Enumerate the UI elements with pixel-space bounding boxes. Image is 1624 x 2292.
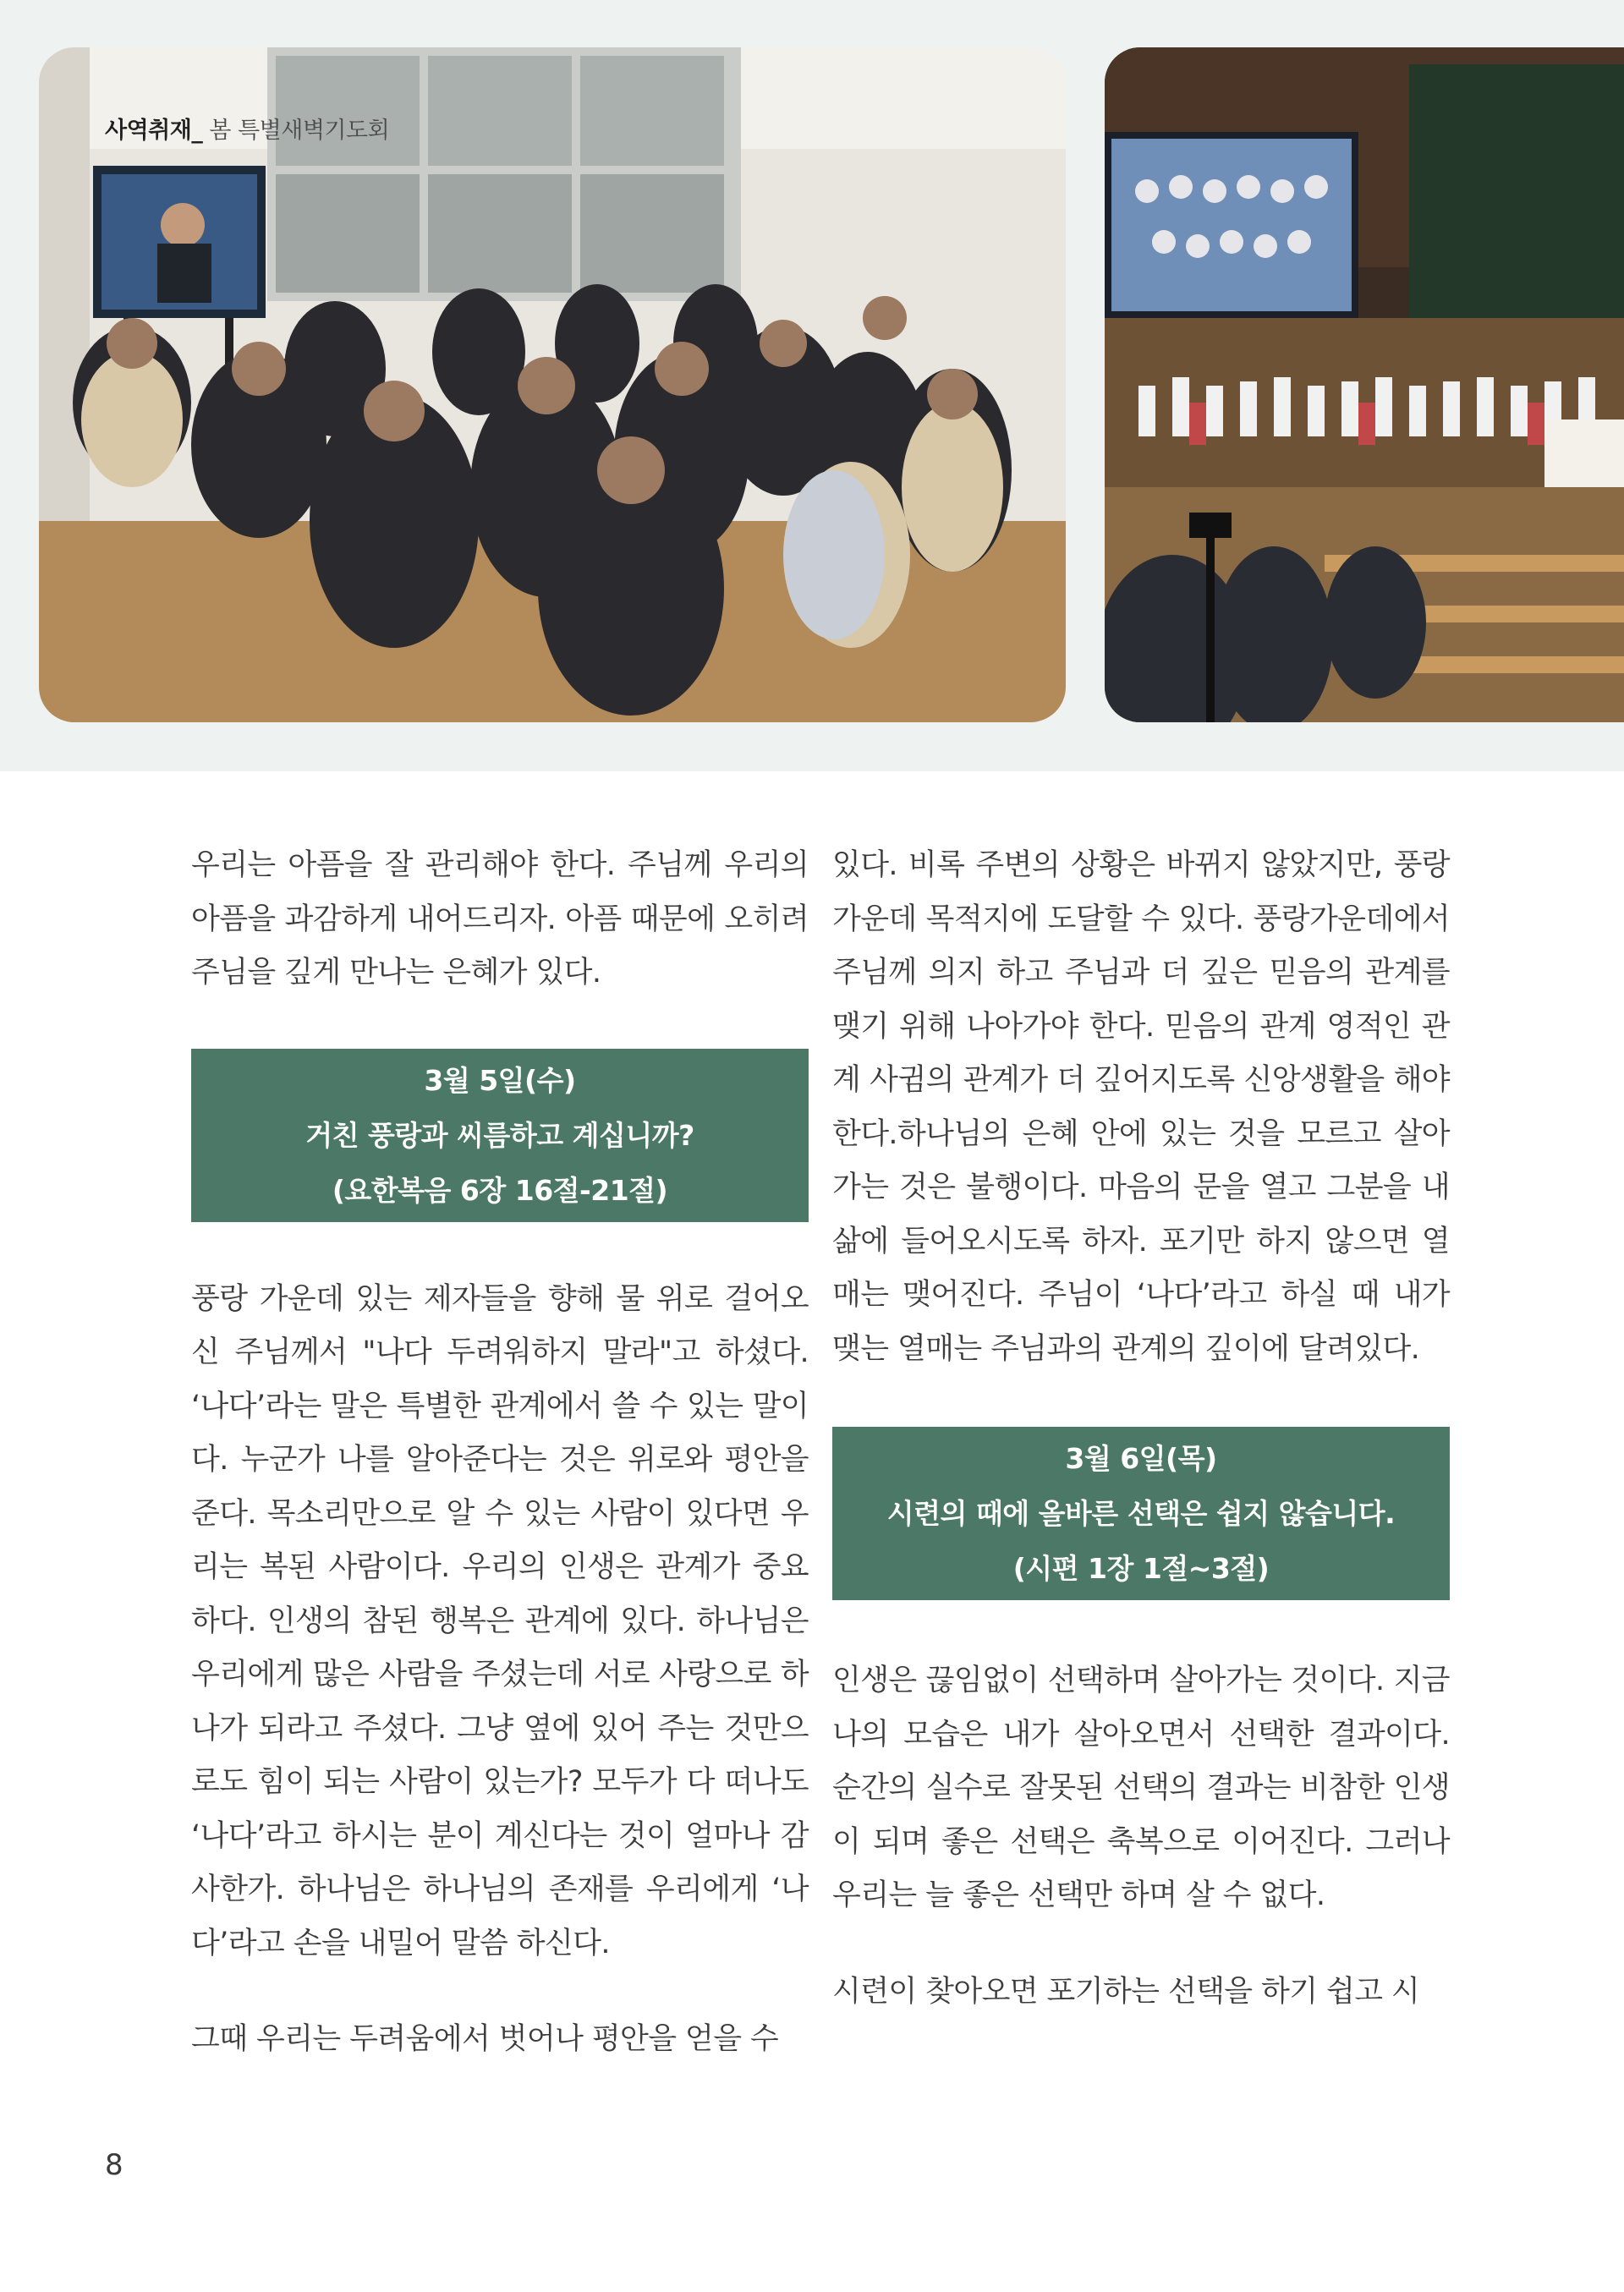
heading-box-march-5 — [191, 1049, 809, 1222]
caption-event: 봄 특별새벽기도회 — [202, 118, 390, 144]
heading-box-march-6 — [832, 1427, 1450, 1600]
caption-section: 사역취재_ — [105, 118, 203, 144]
heading-verse: (요한복음 6장 16절-21절) — [332, 1173, 668, 1207]
heading-verse: (시편 1장 1절~3절) — [1012, 1552, 1270, 1585]
heading-date: 3월 6일(목) — [1065, 1442, 1217, 1475]
heading-title: 시련의 때에 올바른 선택은 쉽지 않습니다. — [886, 1497, 1396, 1530]
left-paragraph-3: 그때 우리는 두려움에서 벗어나 평안을 얻을 수 — [191, 2022, 779, 2056]
right-paragraph-2: 인생은 끊임없이 선택하며 살아가는 것이다. 지금 나의 모습은 내가 살아오면서 선택한 결과이다. 순간의 실수로 잘못된 선택의 결과는 비참한 인생이 되며 좋은 선택은 축복으로 이어진다. 그러나 우리는 늘 좋은 선택만 하며 살 수 없다. — [832, 1664, 1450, 1912]
page-number: 8 — [105, 2148, 123, 2182]
prayer-meeting-photo — [39, 47, 1066, 722]
photo-caption — [105, 112, 389, 145]
left-column — [191, 839, 809, 2067]
left-paragraph-2: 풍랑 가운데 있는 제자들을 향해 물 위로 걸어오신 주님께서 "나다 두려워하지 말라"고 하셨다. ‘나다’라는 말은 특별한 관계에서 쓸 수 있는 말이다. 누군가 나를 알아준다는 것은 위로와 평안을 준다. 목소리만으로 알 수 있는 사람이 있다면 우리는 복된 사람이다. 우리의 인생은 관계가 중요하다. 인생의 참된 행복은 관계에 있다. 하나님은 우리에게 많은 사람을 주셨는데 서로 사랑으로 하나가 되라고 주셨다. 그냥 옆에 있어 주는 것만으로도 힘이 되는 사람이 있는가? 모두가 다 떠나도 ‘나다’라고 하시는 분이 계신다는 것이 얼마나 감사한가. 하나님은 하나님의 존재를 우리에게 ‘나다’라고 손을 내밀어 말씀 하신다. — [191, 1281, 809, 1960]
right-paragraph-1: 있다. 비록 주변의 상황은 바뀌지 않았지만, 풍랑 가운데 목적지에 도달할 수 있다. 풍랑가운데에서 주님께 의지 하고 주님과 더 깊은 믿음의 관계를 맺기 위해 나아가야 한다. 믿음의 관계 영적인 관계 사귐의 관계가 더 깊어지도록 신앙생활을 해야 한다.하나님의 은혜 안에 있는 것을 모르고 살아가는 것은 불행이다. 마음의 문을 열고 그분을 내 삶에 들어오시도록 하자. 포기만 하지 않으면 열매는 맺어진다. 주님이 ‘나다’라고 하실 때 내가 맺는 열매는 주님과의 관계의 깊이에 달려있다. — [832, 848, 1450, 1366]
heading-date: 3월 5일(수) — [424, 1063, 576, 1097]
church-sanctuary-photo — [1105, 47, 1624, 722]
right-paragraph-3: 시련이 찾아오면 포기하는 선택을 하기 쉽고 시 — [832, 1974, 1420, 2009]
right-column — [832, 839, 1450, 2019]
left-paragraph-1: 우리는 아픔을 잘 관리해야 한다. 주님께 우리의 아픔을 과감하게 내어드리자. 아픔 때문에 오히려 주님을 깊게 만나는 은혜가 있다. — [191, 848, 809, 990]
heading-title: 거친 풍랑과 씨름하고 계십니까? — [305, 1118, 694, 1152]
